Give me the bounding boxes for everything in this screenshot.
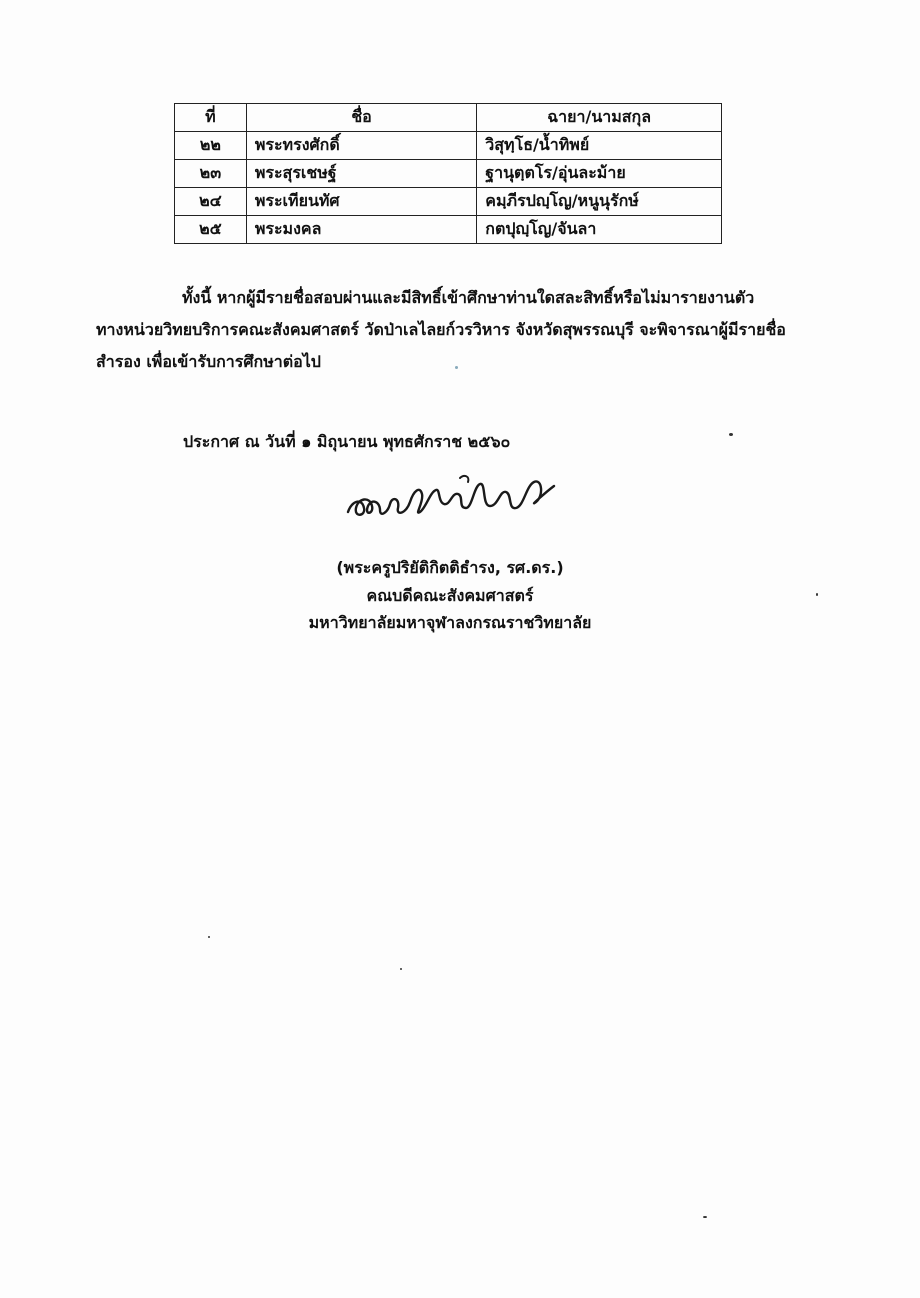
row-number: ๒๓ bbox=[175, 160, 247, 188]
handwritten-signature bbox=[340, 472, 560, 532]
scan-speck bbox=[816, 593, 818, 596]
table-header-row bbox=[175, 104, 722, 132]
row-surname: คมฺภีรปญฺโญ/หนูนุรักษ์ bbox=[477, 188, 722, 216]
row-surname: วิสุทฺโธ/น้ำทิพย์ bbox=[477, 132, 722, 160]
scan-speck bbox=[208, 936, 210, 938]
scan-speck bbox=[703, 1216, 707, 1218]
signatory-organization: มหาวิทยาลัยมหาจุฬาลงกรณราชวิทยาลัย bbox=[308, 613, 592, 632]
candidate-table bbox=[174, 103, 722, 244]
scan-speck bbox=[400, 968, 402, 970]
row-name: พระสุรเชษฐ์ bbox=[246, 160, 476, 188]
paragraph-line-1: ทั้งนี้ หากผู้มีรายชื่อสอบผ่านและมีสิทธิ์เข้าศึกษาท่านใดสละสิทธิ์หรือไม่มารายงานตัว bbox=[182, 288, 755, 307]
table-row bbox=[175, 188, 722, 216]
row-surname: ฐานุตฺตโร/อุ่นละม้าย bbox=[477, 160, 722, 188]
body-paragraph bbox=[96, 282, 808, 378]
header-number: ที่ bbox=[175, 104, 247, 132]
row-number: ๒๔ bbox=[175, 188, 247, 216]
table-row bbox=[175, 216, 722, 244]
row-number: ๒๕ bbox=[175, 216, 247, 244]
header-name: ชื่อ bbox=[246, 104, 476, 132]
row-name: พระมงคล bbox=[246, 216, 476, 244]
announcement-date: ประกาศ ณ วันที่ ๑ มิถุนายน พุทธศักราช ๒๕๖๐ bbox=[183, 432, 511, 451]
signatory-position: คณบดีคณะสังคมศาสตร์ bbox=[366, 586, 534, 605]
scan-speck bbox=[455, 366, 458, 369]
header-surname: ฉายา/นามสกุล bbox=[477, 104, 722, 132]
row-surname: กตปุญฺโญ/จันลา bbox=[477, 216, 722, 244]
table-row bbox=[175, 160, 722, 188]
paragraph-line-2: ทางหน่วยวิทยบริการคณะสังคมศาสตร์ วัดป่าเลไลยก์วรวิหาร จังหวัดสุพรรณบุรี จะพิจารณาผู้มีรายชื่อ bbox=[96, 320, 786, 339]
row-number: ๒๒ bbox=[175, 132, 247, 160]
table-row bbox=[175, 132, 722, 160]
signatory-name: (พระครูปริยัติกิตติธำรง, รศ.ดร.) bbox=[336, 558, 564, 577]
row-name: พระเทียนทัศ bbox=[246, 188, 476, 216]
paragraph-line-3: สำรอง เพื่อเข้ารับการศึกษาต่อไป bbox=[96, 352, 321, 371]
scan-speck bbox=[729, 433, 733, 436]
row-name: พระทรงศักดิ์ bbox=[246, 132, 476, 160]
